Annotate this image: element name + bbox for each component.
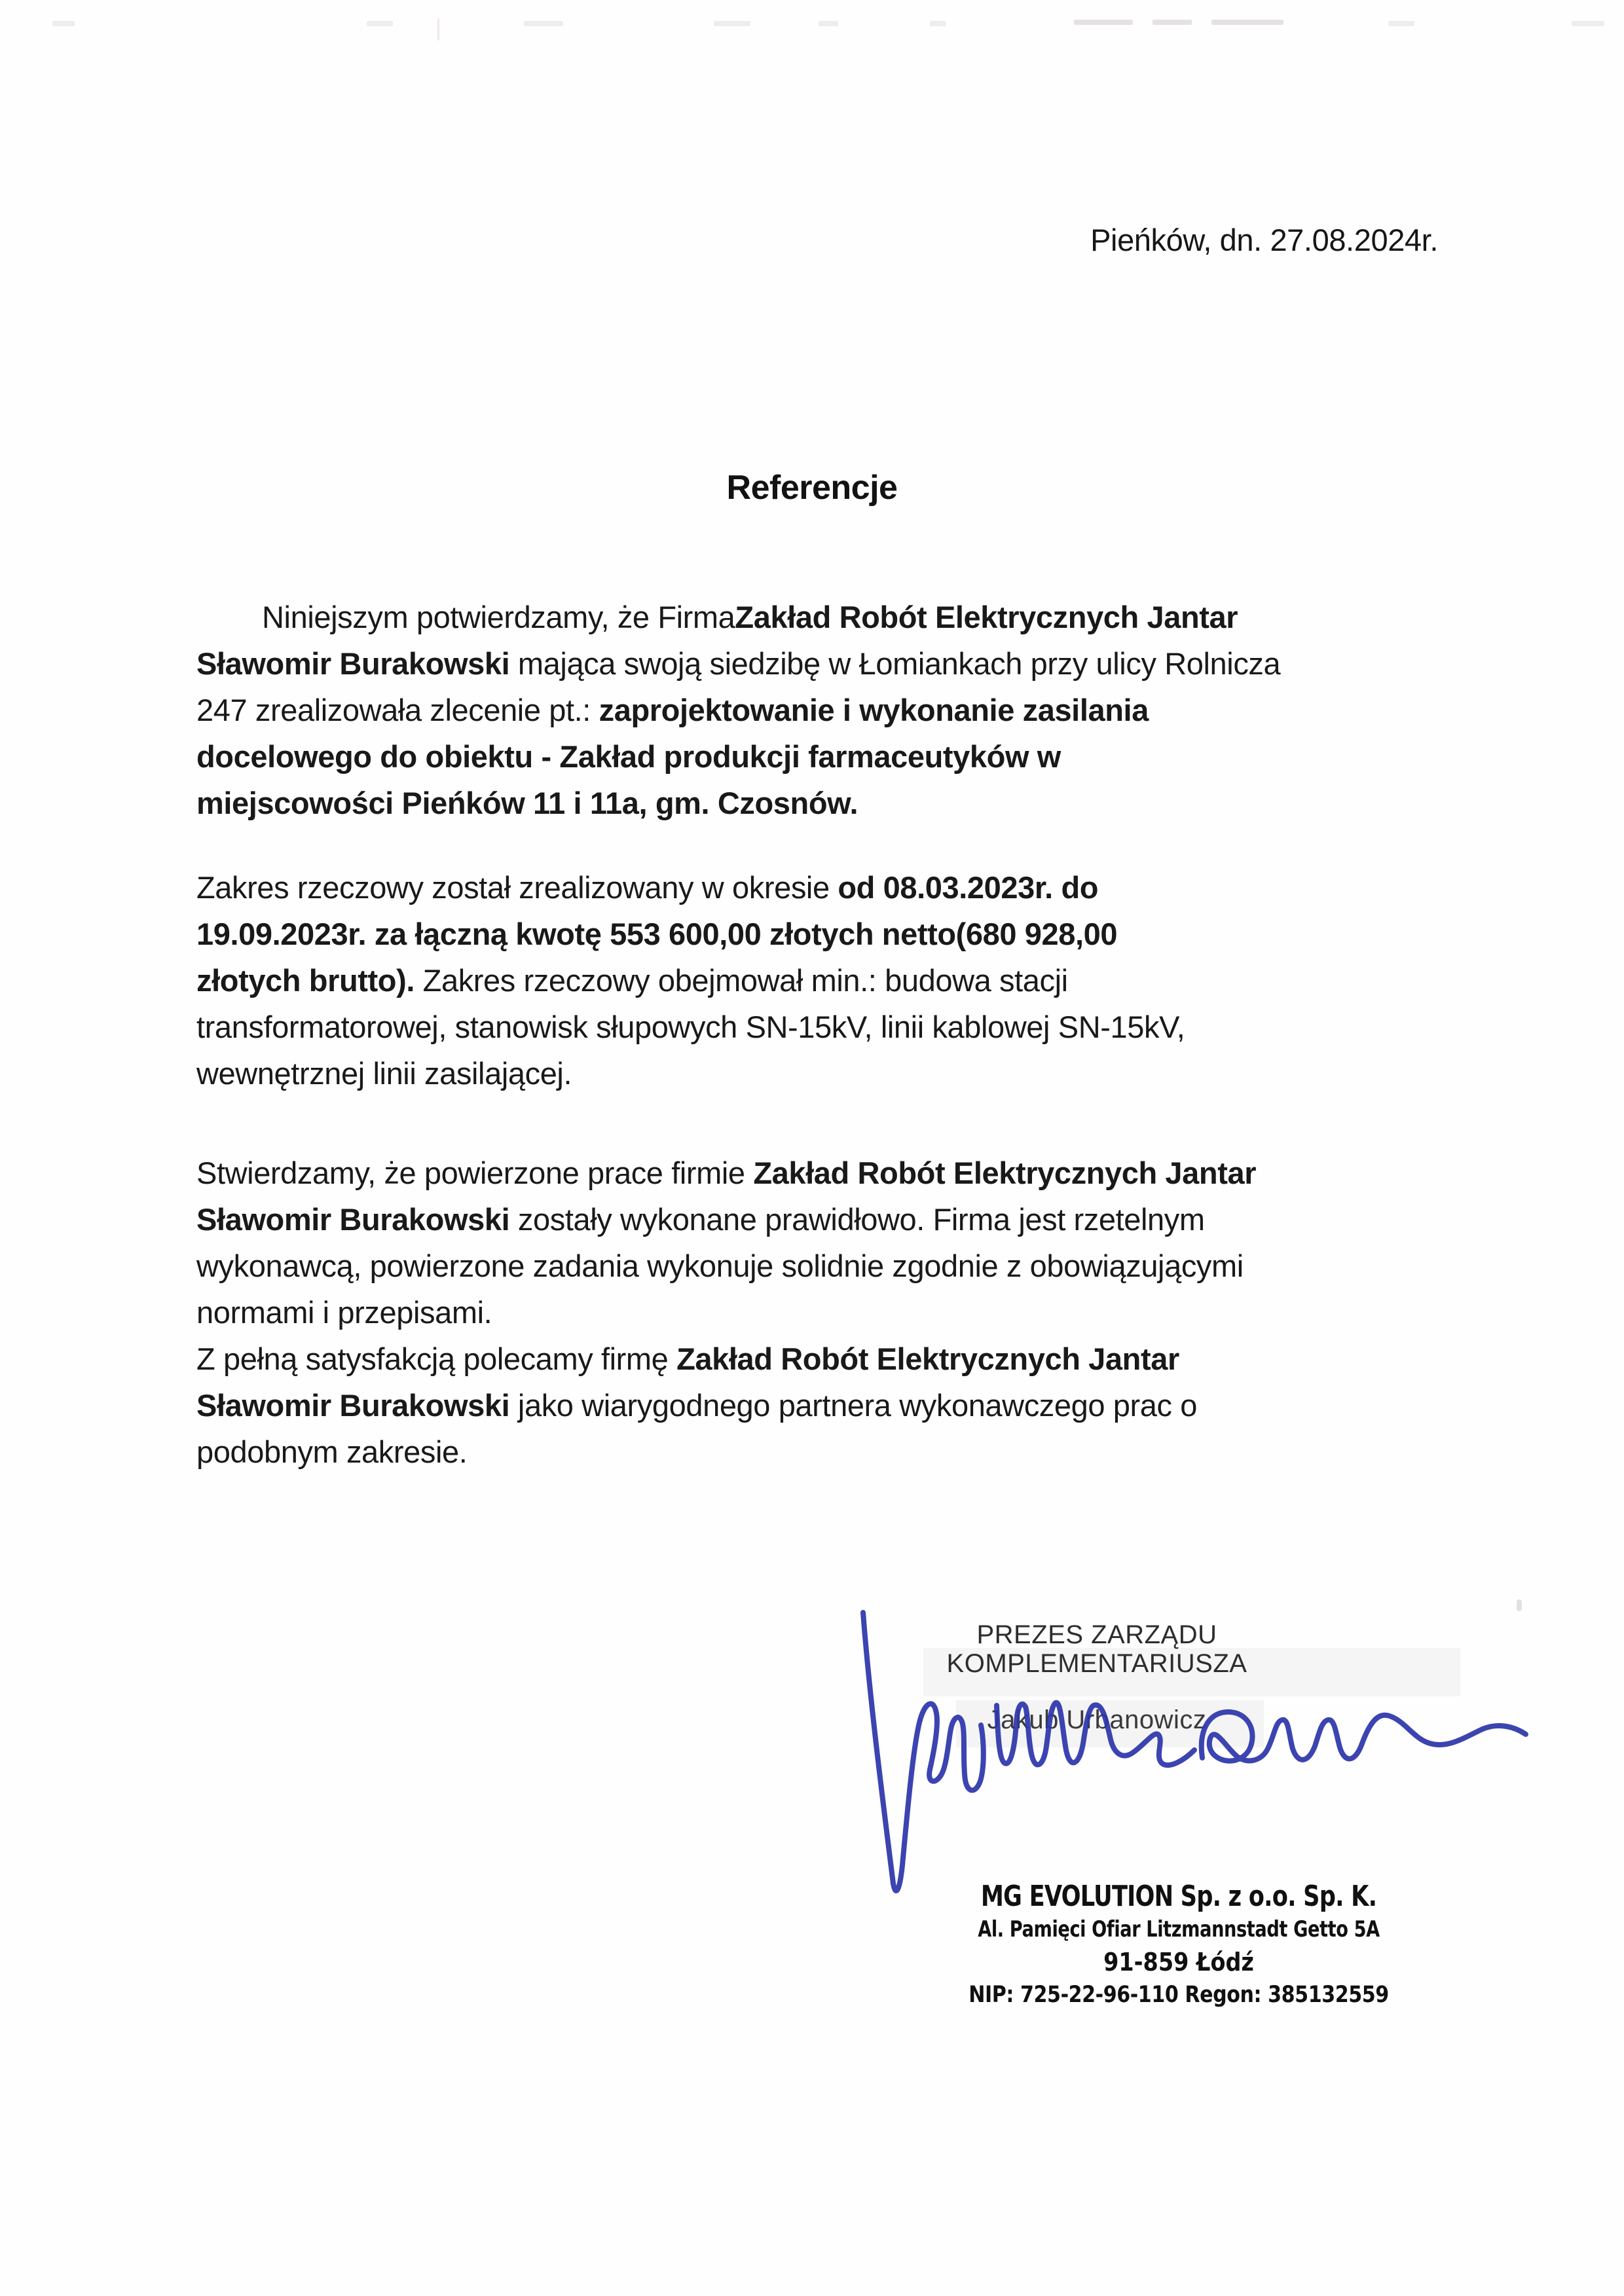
body-line: [196, 733, 1480, 780]
document-title: Referencje: [726, 469, 898, 507]
text-run: podobnym zakresie.: [196, 1434, 468, 1469]
body-line: [196, 687, 1480, 733]
body-line: [196, 911, 1480, 957]
stamp-tax-ids: NIP: 725-22-96-110 Regon: 385132559: [969, 1982, 1389, 2008]
text-run: 19.09.2023r. za łączną kwotę 553 600,00 złotych netto(680 928,00: [196, 917, 1118, 951]
scan-artifact: [524, 21, 563, 26]
scan-artifact: [1572, 21, 1604, 26]
body-line: [196, 1336, 1480, 1382]
body-line: [196, 1196, 1480, 1243]
text-run: Sławomir Burakowski: [196, 1202, 510, 1237]
text-run: Zakład Robót Elektrycznych Jantar: [676, 1341, 1179, 1376]
text-run: Z pełną satysfakcją polecamy firmę: [196, 1341, 677, 1376]
scan-artifact: [52, 21, 75, 26]
text-run: Zakład Robót Elektrycznych Jantar: [753, 1156, 1257, 1190]
body-line: [196, 1050, 1480, 1097]
text-run: mająca swoją siedzibę w Łomiankach przy ulicy Rolnicza: [509, 646, 1281, 681]
paragraph-3: [196, 1150, 1480, 1475]
body-line: [196, 594, 1480, 640]
body-line: [196, 780, 1480, 826]
scan-artifact: [1388, 21, 1414, 26]
text-run: zostały wykonane prawidłowo. Firma jest rzetelnym: [509, 1202, 1205, 1237]
body-line: [196, 1243, 1480, 1289]
text-run: Stwierdzamy, że powierzone prace firmie: [196, 1156, 754, 1190]
body-line: [196, 640, 1480, 687]
text-run: transformatorowej, stanowisk słupowych SN-15kV, linii kablowej SN-15kV,: [196, 1010, 1185, 1044]
signature-stroke: [863, 1613, 1526, 1891]
text-run: Niniejszym potwierdzamy, że Firma: [262, 600, 735, 634]
signatory-name: Jakub Urbanowicz: [987, 1705, 1207, 1734]
text-run: docelowego do obiektu - Zakład produkcji farmaceutyków w: [196, 739, 1061, 774]
signature-block: [832, 1588, 1565, 1915]
body-line: [196, 957, 1480, 1004]
text-run: miejscowości Pieńków 11 i 11a, gm. Czosnów.: [196, 786, 858, 820]
body-line: [196, 1382, 1480, 1429]
body-line: [196, 1289, 1480, 1336]
text-run: od 08.03.2023r. do: [838, 870, 1099, 905]
handwritten-signature-ink: [832, 1588, 1565, 1915]
body-line: [196, 1004, 1480, 1050]
text-run: złotych brutto).: [196, 963, 415, 998]
text-run: 247 zrealizowała zlecenie pt.:: [196, 693, 599, 727]
stamp-city: 91-859 Łódź: [1103, 1948, 1254, 1977]
paragraph-2: [196, 864, 1480, 1097]
signature-role-title: PREZES ZARZĄDU: [976, 1620, 1217, 1649]
signature-role-subtitle: KOMPLEMENTARIUSZA: [946, 1649, 1247, 1678]
date-line: Pieńków, dn. 27.08.2024r.: [1090, 223, 1438, 257]
text-run: Zakład Robót Elektrycznych Jantar: [735, 600, 1238, 634]
text-run: zaprojektowanie i wykonanie zasilania: [599, 693, 1149, 727]
text-run: Zakres rzeczowy obejmował min.: budowa stacji: [415, 963, 1068, 998]
text-run: Sławomir Burakowski: [196, 646, 510, 681]
body-line: [196, 1429, 1480, 1475]
body-line: [196, 1150, 1480, 1196]
scan-artifact: [1153, 20, 1192, 25]
scan-artifact: [714, 21, 750, 26]
text-run: wewnętrznej linii zasilającej.: [196, 1056, 572, 1091]
scan-artifact: [930, 21, 946, 26]
scan-artifact: [1211, 20, 1283, 25]
company-stamp: [923, 1880, 1434, 2011]
scan-artifact: [819, 21, 838, 26]
paragraph-1: [196, 594, 1480, 826]
body-line: [196, 864, 1480, 911]
scan-artifact: [1074, 20, 1133, 25]
text-run: Sławomir Burakowski: [196, 1388, 510, 1423]
scan-artifact: [437, 18, 439, 41]
text-run: jako wiarygodnego partnera wykonawczego prac o: [509, 1388, 1198, 1423]
stamp-company-name: MG EVOLUTION Sp. z o.o. Sp. K.: [980, 1880, 1377, 1913]
text-run: wykonawcą, powierzone zadania wykonuje solidnie zgodnie z obowiązującymi: [196, 1248, 1244, 1283]
text-run: Zakres rzeczowy został zrealizowany w okresie: [196, 870, 838, 905]
text-run: normami i przepisami.: [196, 1295, 492, 1330]
stamp-address: Al. Pamięci Ofiar Litzmannstadt Getto 5A: [978, 1916, 1380, 1942]
scan-artifact: [367, 21, 393, 26]
